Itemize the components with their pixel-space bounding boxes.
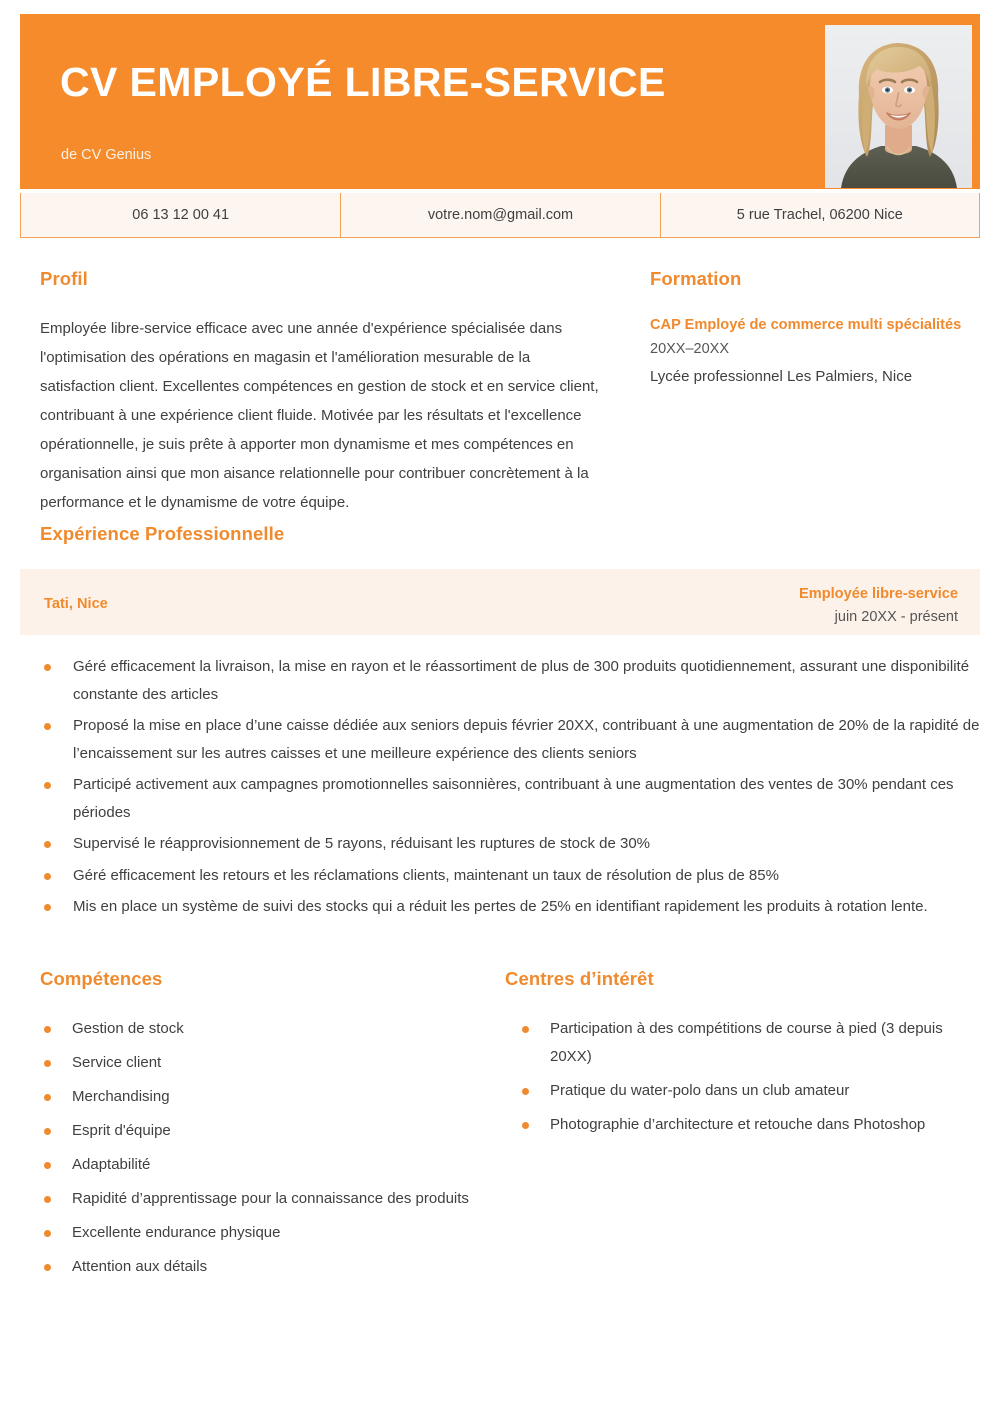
list-item: Participation à des compétitions de course à pied (3 depuis 20XX) xyxy=(505,1015,980,1071)
experience-heading: Expérience Professionnelle xyxy=(40,523,285,544)
list-item: Participé activement aux campagnes promotionnelles saisonnières, contribuant à une augmentation des ventes de 30% pendant ces périodes xyxy=(40,771,980,826)
list-item: Géré efficacement les retours et les réclamations clients, maintenant un taux de résolution de plus de 85% xyxy=(40,862,980,890)
interests-bullet-list xyxy=(505,1015,980,1139)
list-item: Service client xyxy=(40,1049,485,1077)
profile-heading: Profil xyxy=(40,268,88,289)
interests-section xyxy=(505,970,980,1145)
experience-bullet-list xyxy=(40,653,980,921)
education-dates: 20XX–20XX xyxy=(650,340,730,357)
portrait-photo-icon xyxy=(825,25,972,188)
contact-email[interactable]: votre.nom@gmail.com xyxy=(340,193,659,237)
list-item: Mis en place un système de suivi des stocks qui a réduit les pertes de 25% en identifiant rapidement les produits à rotation lente. xyxy=(40,893,980,921)
contact-address: 5 rue Trachel, 06200 Nice xyxy=(660,193,979,237)
experience-entry-band xyxy=(20,569,980,635)
interests-heading: Centres d’intérêt xyxy=(505,968,654,989)
experience-role: Employée libre-service xyxy=(799,586,958,602)
list-item: Photographie d’architecture et retouche dans Photoshop xyxy=(505,1111,980,1139)
avatar xyxy=(825,25,972,188)
education-section xyxy=(650,270,980,390)
list-item: Gestion de stock xyxy=(40,1015,485,1043)
page-title: CV EMPLOYÉ LIBRE-SERVICE xyxy=(60,59,666,105)
list-item: Attention aux détails xyxy=(40,1253,485,1281)
experience-dates: juin 20XX - présent xyxy=(834,609,958,625)
list-item: Adaptabilité xyxy=(40,1151,485,1179)
education-heading: Formation xyxy=(650,268,742,289)
education-entry xyxy=(650,314,980,390)
education-school: Lycée professionnel Les Palmiers, Nice xyxy=(650,367,913,385)
list-item: Géré efficacement la livraison, la mise en rayon et le réassortiment de plus de 300 produits quotidiennement, assurant une disponibilité constante des articles xyxy=(40,653,980,708)
list-item: Supervisé le réapprovisionnement de 5 rayons, réduisant les ruptures de stock de 30% xyxy=(40,830,980,858)
profile-section xyxy=(40,270,602,517)
list-item: Excellente endurance physique xyxy=(40,1219,485,1247)
contact-bar xyxy=(20,193,980,238)
interests-list xyxy=(505,1015,980,1139)
skills-heading: Compétences xyxy=(40,968,163,989)
list-item: Esprit d'équipe xyxy=(40,1117,485,1145)
experience-company: Tati, Nice xyxy=(44,596,108,612)
experience-meta xyxy=(799,583,958,629)
cv-header xyxy=(20,14,980,189)
list-item: Pratique du water-polo dans un club amateur xyxy=(505,1077,980,1105)
contact-phone[interactable]: 06 13 12 00 41 xyxy=(132,207,230,223)
header-subtitle: de CV Genius xyxy=(61,147,152,163)
skills-bullet-list xyxy=(40,1015,485,1281)
skills-section xyxy=(40,970,485,1287)
list-item: Proposé la mise en place d’une caisse dédiée aux seniors depuis février 20XX, contribuant à une augmentation de 20% de la rapidité de l’encaissement sur les autres caisses et une meilleure expérience des clients seniors xyxy=(40,712,980,767)
profile-text: Employée libre-service efficace avec une année d'expérience spécialisée dans l'optimisation des opérations en magasin et l'amélioration mesurable de la satisfaction client. Excellentes compétences en gestion de stock et en service client, contribuant à une expérience client fluide. Motivée par les résultats et l'excellence opérationnelle, je suis prête à apporter mon dynamisme et mes compétences en organisation ainsi que mon aisance relationnelle pour contribuer concrètement à la performance et le dynamisme de votre équipe. xyxy=(40,319,599,511)
experience-section-header xyxy=(40,525,284,544)
list-item: Merchandising xyxy=(40,1083,485,1111)
education-degree: CAP Employé de commerce multi spécialités xyxy=(650,316,962,333)
list-item: Rapidité d’apprentissage pour la connaissance des produits xyxy=(40,1185,485,1213)
experience-bullets xyxy=(40,653,980,925)
skills-list xyxy=(40,1015,485,1281)
